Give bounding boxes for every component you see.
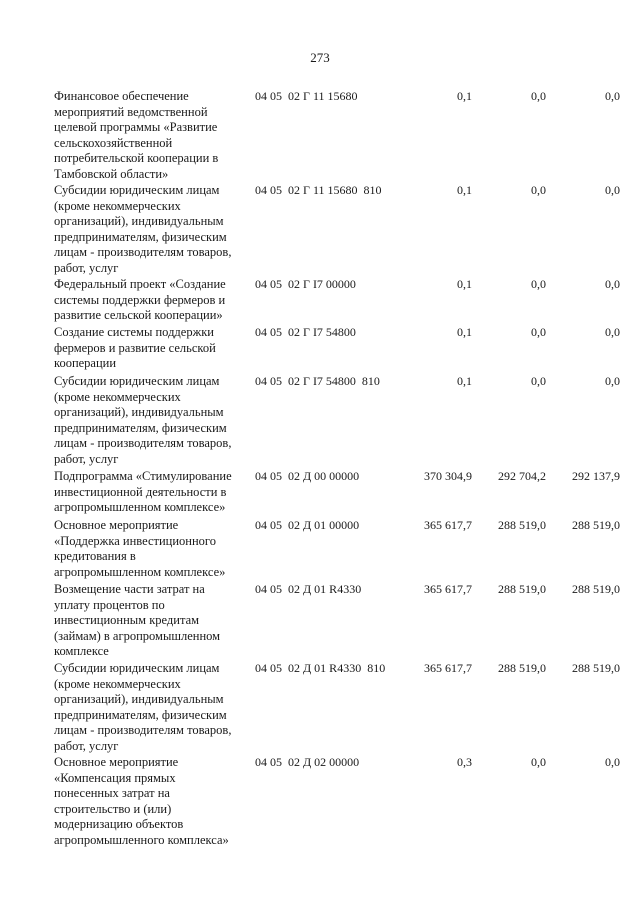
row-code: 04 05 02 Г 11 15680 (255, 89, 358, 103)
row-value-3: 0,0 (605, 755, 620, 769)
row-value-3: 0,0 (605, 374, 620, 388)
row-value-2: 0,0 (531, 755, 546, 769)
row-value-3: 288 519,0 (572, 518, 620, 532)
row-value-1: 0,1 (457, 277, 472, 291)
row-value-2: 0,0 (531, 89, 546, 103)
row-name: Федеральный проект «Создание системы поддержки фермеров и развитие сельской кооперации» (54, 277, 226, 323)
row-value-3: 0,0 (605, 277, 620, 291)
row-value-2: 292 704,2 (498, 469, 546, 483)
row-value-1: 0,1 (457, 325, 472, 339)
row-name: Возмещение части затрат на уплату процентов по инвестиционным кредитам (займам) в агропромышленном комплексе (54, 582, 221, 659)
row-value-2: 288 519,0 (498, 518, 546, 532)
row-value-1: 0,1 (457, 374, 472, 388)
row-value-3: 288 519,0 (572, 582, 620, 596)
row-code: 04 05 02 Д 02 00000 (255, 755, 360, 769)
row-value-2: 288 519,0 (498, 582, 546, 596)
page-number: 273 (310, 50, 330, 65)
row-value-2: 288 519,0 (498, 661, 546, 675)
row-name: Создание системы поддержки фермеров и развитие сельской кооперации (54, 325, 216, 371)
row-value-1: 365 617,7 (424, 582, 472, 596)
row-value-1: 0,1 (457, 89, 472, 103)
row-value-3: 288 519,0 (572, 661, 620, 675)
row-value-3: 0,0 (605, 325, 620, 339)
row-value-2: 0,0 (531, 325, 546, 339)
row-name: Субсидии юридическим лицам (кроме некоммерческих организаций), индивидуальным предпринимателям, физическим лицам - производителям товаров, работ, услуг (54, 374, 232, 466)
row-name: Подпрограмма «Стимулирование инвестиционной деятельности в агропромышленном комплексе» (54, 469, 232, 515)
row-value-1: 0,1 (457, 183, 472, 197)
row-value-2: 0,0 (531, 277, 546, 291)
row-value-1: 365 617,7 (424, 661, 472, 675)
row-code: 04 05 02 Г I7 00000 (255, 277, 356, 291)
row-name: Субсидии юридическим лицам (кроме некоммерческих организаций), индивидуальным предпринимателям, физическим лицам - производителям товаров, работ, услуг (54, 661, 232, 753)
row-code: 04 05 02 Г I7 54800 810 (255, 374, 380, 388)
row-value-3: 0,0 (605, 89, 620, 103)
row-code: 04 05 02 Г I7 54800 (255, 325, 356, 339)
row-code: 04 05 02 Г 11 15680 810 (255, 183, 382, 197)
row-code: 04 05 02 Д 01 R4330 810 (255, 661, 386, 675)
row-code: 04 05 02 Д 00 00000 (255, 469, 360, 483)
row-code: 04 05 02 Д 01 00000 (255, 518, 360, 532)
row-name: Субсидии юридическим лицам (кроме некоммерческих организаций), индивидуальным предпринимателям, физическим лицам - производителям товаров, работ, услуг (54, 183, 232, 275)
row-value-2: 0,0 (531, 183, 546, 197)
row-name: Основное мероприятие «Компенсация прямых понесенных затрат на строительство и (или) модернизацию объектов агропромышленного комплекса» (54, 755, 229, 847)
row-value-3: 292 137,9 (572, 469, 620, 483)
row-value-3: 0,0 (605, 183, 620, 197)
row-name: Основное мероприятие «Поддержка инвестиционного кредитования в агропромышленном комплексе» (54, 518, 226, 579)
row-code: 04 05 02 Д 01 R4330 (255, 582, 362, 596)
row-name: Финансовое обеспечение мероприятий ведомственной целевой программы «Развитие сельскохозяйственной потребительской кооперации в Тамбовской области» (54, 89, 219, 181)
row-value-1: 370 304,9 (424, 469, 472, 483)
row-value-2: 0,0 (531, 374, 546, 388)
row-value-1: 0,3 (457, 755, 472, 769)
row-value-1: 365 617,7 (424, 518, 472, 532)
